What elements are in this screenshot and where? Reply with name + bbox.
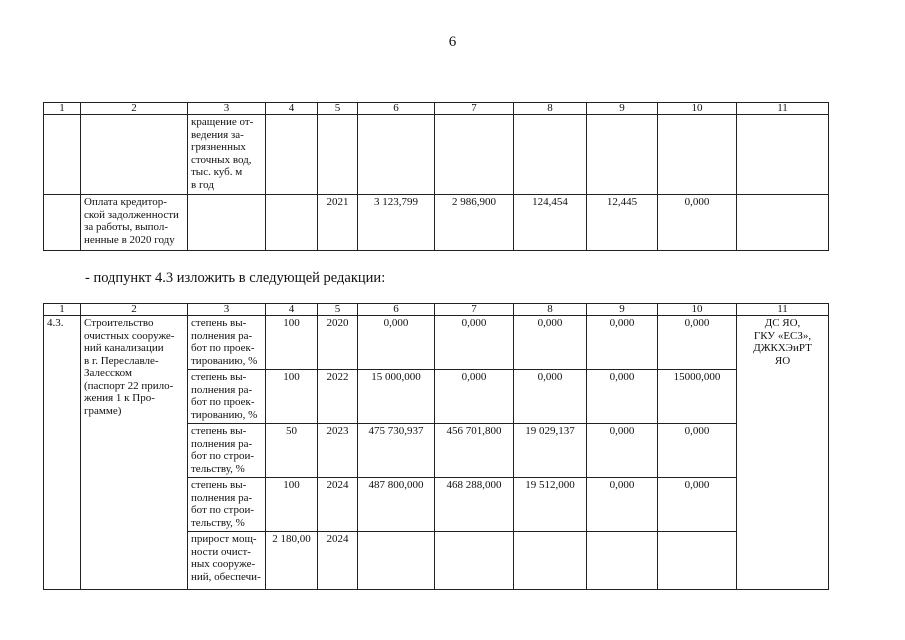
amount-cell — [435, 532, 514, 590]
column-number-row — [44, 103, 829, 115]
col-number: 8 — [514, 103, 587, 115]
indicator-cell: степень вы- полнения ра- бот по строи- тельству, % — [188, 478, 266, 532]
amount-cell: 0,000 — [587, 424, 658, 478]
table-cell — [737, 115, 829, 195]
col-number: 4 — [266, 103, 318, 115]
table-cell — [514, 115, 587, 195]
col-number: 1 — [44, 103, 81, 115]
col-number: 9 — [587, 103, 658, 115]
year-cell: 2022 — [318, 370, 358, 424]
col-number: 8 — [514, 304, 587, 316]
amount-cell: 468 288,000 — [435, 478, 514, 532]
executors-cell: ДС ЯО, ГКУ «ЕСЗ», ДЖКХЭиРТ ЯО — [737, 316, 829, 590]
col-number: 7 — [435, 304, 514, 316]
col-number: 9 — [587, 304, 658, 316]
amount-cell: 0,000 — [358, 316, 435, 370]
amount-cell — [358, 532, 435, 590]
indicator-value-cell: 2 180,00 — [266, 532, 318, 590]
amount-cell — [658, 532, 737, 590]
amount-cell: 475 730,937 — [358, 424, 435, 478]
table-cell — [318, 115, 358, 195]
table-cell — [658, 115, 737, 195]
table-cell — [81, 115, 188, 195]
table-cell — [266, 115, 318, 195]
amount-cell: 0,000 — [658, 424, 737, 478]
indicator-value-cell: 100 — [266, 478, 318, 532]
table-cell — [435, 115, 514, 195]
amount-cell: 0,000 — [587, 370, 658, 424]
col-number: 6 — [358, 304, 435, 316]
amount-cell: 0,000 — [587, 316, 658, 370]
col-number: 3 — [188, 103, 266, 115]
amount-cell: 3 123,799 — [358, 195, 435, 251]
col-number: 2 — [81, 304, 188, 316]
table-cell — [44, 115, 81, 195]
amount-cell: 0,000 — [435, 316, 514, 370]
indicator-value-cell: 100 — [266, 316, 318, 370]
indicator-cell: степень вы- полнения ра- бот по проек- тированию, % — [188, 316, 266, 370]
amount-cell: 0,000 — [435, 370, 514, 424]
col-number: 10 — [658, 103, 737, 115]
year-cell: 2020 — [318, 316, 358, 370]
table-cell — [587, 115, 658, 195]
column-number-row — [44, 304, 829, 316]
col-number: 11 — [737, 304, 829, 316]
amount-cell: 15000,000 — [658, 370, 737, 424]
amount-cell: 487 800,000 — [358, 478, 435, 532]
col-number: 1 — [44, 304, 81, 316]
table-item-4-3 — [43, 303, 829, 590]
amount-cell: 0,000 — [658, 316, 737, 370]
indicator-cell: степень вы- полнения ра- бот по проек- тированию, % — [188, 370, 266, 424]
col-number: 3 — [188, 304, 266, 316]
col-number: 5 — [318, 304, 358, 316]
item-name-cell: Строительство очистных сооруже- ний канализации в г. Переславле- Залесском (паспорт 22 прило- жения 1 к Про- грамме) — [81, 316, 188, 590]
year-cell: 2023 — [318, 424, 358, 478]
indicator-value-cell: 50 — [266, 424, 318, 478]
table-cell — [266, 195, 318, 251]
amount-cell: 12,445 — [587, 195, 658, 251]
indicator-cell: кращение от- ведения за- грязненных сточных вод, тыс. куб. м в год — [188, 115, 266, 195]
indicator-value-cell: 100 — [266, 370, 318, 424]
col-number: 6 — [358, 103, 435, 115]
year-cell: 2024 — [318, 532, 358, 590]
year-cell: 2021 — [318, 195, 358, 251]
col-number: 11 — [737, 103, 829, 115]
col-number: 2 — [81, 103, 188, 115]
amount-cell — [514, 532, 587, 590]
amount-cell: 0,000 — [658, 478, 737, 532]
page-number: 6 — [448, 34, 457, 50]
indicator-cell: прирост мощ- ности очист- ных сооруже- ний, обеспечи- — [188, 532, 266, 590]
col-number: 5 — [318, 103, 358, 115]
amount-cell: 0,000 — [587, 478, 658, 532]
section-note: - подпункт 4.3 изложить в следующей редакции: — [85, 270, 386, 286]
item-name-cell: Оплата кредитор- ской задолженности за работы, выпол- ненные в 2020 году — [81, 195, 188, 251]
amount-cell: 2 986,900 — [435, 195, 514, 251]
col-number: 7 — [435, 103, 514, 115]
table-cell — [737, 195, 829, 251]
table-cell — [44, 195, 81, 251]
table-cell — [188, 195, 266, 251]
table-row — [44, 316, 829, 370]
amount-cell — [587, 532, 658, 590]
table-cell — [358, 115, 435, 195]
amount-cell: 19 029,137 — [514, 424, 587, 478]
table-row — [44, 195, 829, 251]
amount-cell: 0,000 — [658, 195, 737, 251]
table-continuation — [43, 102, 829, 251]
amount-cell: 0,000 — [514, 316, 587, 370]
amount-cell: 0,000 — [514, 370, 587, 424]
table-row — [44, 115, 829, 195]
indicator-cell: степень вы- полнения ра- бот по строи- тельству, % — [188, 424, 266, 478]
amount-cell: 19 512,000 — [514, 478, 587, 532]
amount-cell: 456 701,800 — [435, 424, 514, 478]
year-cell: 2024 — [318, 478, 358, 532]
amount-cell: 15 000,000 — [358, 370, 435, 424]
col-number: 4 — [266, 304, 318, 316]
col-number: 10 — [658, 304, 737, 316]
amount-cell: 124,454 — [514, 195, 587, 251]
item-number-cell: 4.3. — [44, 316, 81, 590]
